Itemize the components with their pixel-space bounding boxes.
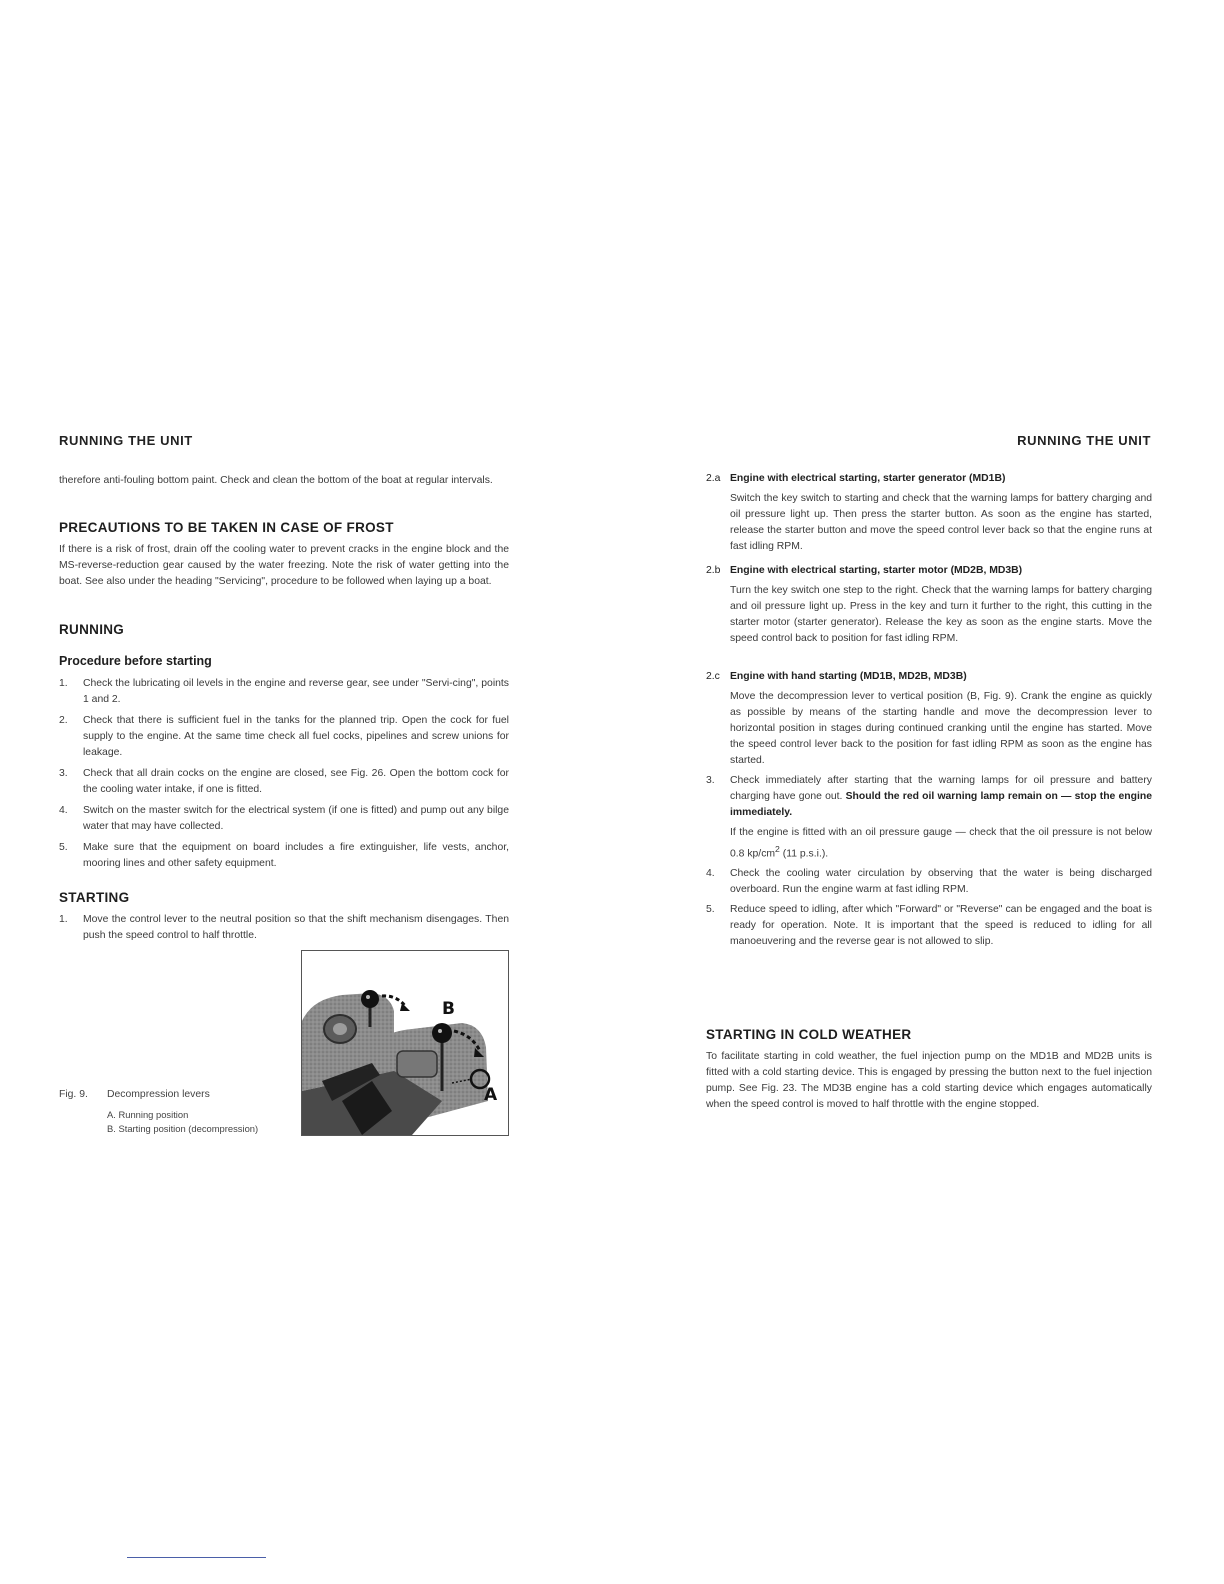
list-item-warning: Should the red oil warning lamp remain on — stop the engine immediately. [730,791,1153,818]
list-item-number: 5. [59,842,68,853]
list-item-number: 3. [59,768,68,779]
cold-weather-heading: STARTING IN COLD WEATHER [706,1027,912,1042]
running-heading: RUNNING [59,622,125,637]
figure-item-b: B. Starting position (decompression) [107,1123,259,1134]
list-item-number: 3. [706,775,715,786]
running-header-right: RUNNING THE UNIT [1017,433,1151,448]
intro-paragraph: therefore anti-fouling bottom paint. Check and clean the bottom of the boat at regular intervals. [59,475,493,486]
list-item [59,803,509,840]
list-item [59,676,509,713]
list-item-text: Move the decompression lever to vertical position (B, Fig. 9). Crank the engine as quickly as possible by means of the starting handle and move the decompression lever to horizontal position in stages during continued cranking until the engine has started. Move the speed control lever back to the position for fast idling RPM as soon as the engine has started. [730,691,1152,766]
list-item [706,902,1152,950]
list-item-text: Reduce speed to idling, after which "Forward" or "Reverse" can be engaged and the boat is ready for operation. Note. It is important that the speed is reduced to idling for all manoeuvering and the reverse gear is not allowed to slip. [730,904,1152,948]
right-list-3-5 [706,773,1152,950]
note-text: If the engine is fitted with an oil pressure gauge — check that the oil pressure is not below 0.8 kp/cm [730,827,1152,860]
list-item-number: 2.a [706,473,721,484]
list-item-text: Move the control lever to the neutral position so that the shift mechanism disengages. Then push the speed control to half throttle. [83,914,509,941]
lever-b-knob [361,990,379,1008]
note-superscript: 2 [775,844,780,854]
list-item-text: Check the lubricating oil levels in the engine and reverse gear, see under "Servi-cing", points 1 and 2. [83,678,509,705]
list-item [706,866,1152,898]
right-list-a-b-c [706,471,1152,769]
footer-rule [127,1557,266,1558]
list-item-heading [706,669,1152,685]
list-item-text: Check that all drain cocks on the engine are closed, see Fig. 26. Open the bottom cock for the cooling water intake, if one is fitted. [83,768,509,795]
note-text-end: (11 p.s.i.). [779,848,829,860]
frost-paragraph: If there is a risk of frost, drain off the cooling water to prevent cracks in the engine block and the MS-reverse-reduction gear caused by the water freezing. Note the risk of water getting into the boat. See also under the heading "Servicing", procedure to be followed when laying up a boat. [59,544,509,587]
list-item [59,713,509,766]
marker-b-label: B [442,999,455,1019]
starting-list [59,912,509,944]
list-item-text: Make sure that the equipment on board includes a fire extinguisher, life vests, anchor, mooring lines and other safety equipment. [83,842,509,869]
list-item [59,766,509,803]
list-item-text: Check immediately after starting that the warning lamps for oil pressure and battery charging have gone out. [730,775,1152,802]
list-item-number: 2.b [706,565,721,576]
list-item-text: Check the cooling water circulation by observing that the water is being discharged overboard. Run the engine warm at fast idling RPM. [730,868,1152,896]
figure-title: Decompression levers [107,1089,210,1100]
list-item [706,773,1152,821]
running-header-left: RUNNING THE UNIT [59,433,193,448]
frost-heading: PRECAUTIONS TO BE TAKEN IN CASE OF FROST [59,520,394,535]
list-item-text: Check that there is sufficient fuel in the tanks for the planned trip. Open the cock for fuel supply to the engine. At the same time check all fuel cocks, pipelines and screw unions for leakage. [83,715,509,758]
figure-item-a: A. Running position [107,1109,189,1120]
list-item-heading [706,471,1152,487]
list-item-number: 1. [59,914,68,925]
list-item-heading-text: Engine with electrical starting, starter motor (MD2B, MD3B) [730,565,1023,576]
list-item [59,912,509,944]
starting-heading: STARTING [59,890,130,905]
procedure-list [59,676,509,872]
list-item-heading-text: Engine with hand starting (MD1B, MD2B, MD3B) [730,671,967,682]
procedure-heading: Procedure before starting [59,654,212,668]
list-item-number: 1. [59,678,68,689]
figure-photo [301,950,509,1136]
list-item-number: 5. [706,904,715,916]
figure-label: Fig. 9. [59,1089,88,1100]
list-item-heading [706,563,1152,579]
list-item-number: 2.c [706,671,720,682]
list-item-number: 4. [706,868,715,880]
list-item-text: Switch the key switch to starting and check that the warning lamps for battery charging and oil pressure light up. Then press the starter button. As soon as the engine has started, release the starter button and move the speed control lever back so that the engine runs at fast idling RPM. [730,493,1152,552]
list-item-note [706,825,1152,862]
list-item-text: Switch on the master switch for the electrical system (if one is fitted) and pump out any bilge water that may have collected. [83,805,509,832]
list-item-text: Turn the key switch one step to the right. Check that the warning lamps for battery charging and oil pressure light up. Press in the key and turn it further to the right, this cutting in the starter motor (starter generator). Release the key as soon as the engine starts. Move the speed control back to position for fast idling RPM. [730,585,1152,644]
lever-knob [432,1023,452,1043]
cold-weather-paragraph: To facilitate starting in cold weather, the fuel injection pump on the MD1B and MD2B units is fitted with a cold starting device. This is engaged by pressing the button next to the fuel injection pump. See Fig. 23. The MD3B engine has a cold starting device which engages automatically when the speed control is moved to half throttle with the engine stopped. [706,1051,1152,1110]
list-item-number: 4. [59,805,68,816]
list-item-heading-text: Engine with electrical starting, starter generator (MD1B) [730,473,1006,484]
list-item-number: 2. [59,715,68,726]
marker-a-label: A [484,1085,498,1105]
engine-photo-illustration [302,951,508,1135]
list-item [59,840,509,872]
